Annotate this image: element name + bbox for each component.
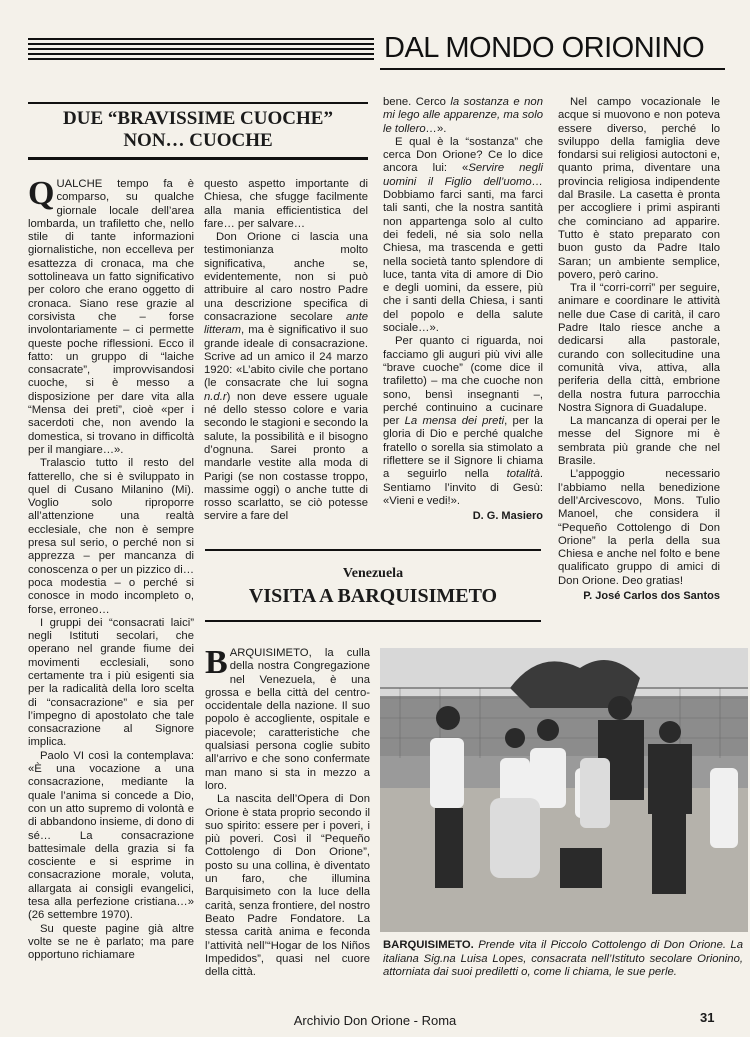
page-number: 31: [700, 1010, 715, 1025]
paragraph: Tralascio tutto il resto del fatterello, che si è sviluppato in quel di Cusano Milanino (Mi). Voglio solo riproporre all’attenzione una realtà ecclesiale, che non è sempre presa sul serio, o perché non si apprezza – per mancanza di conoscenza o per un pizzico di… poca modestia – o perché si conosce in modo incompleto o, forse, erroneo…: [28, 457, 194, 616]
group-photo: [380, 648, 748, 932]
signature-masiero: D. G. Masiero: [472, 510, 543, 523]
article1-column1: [28, 175, 194, 963]
paragraph: Paolo VI così la contemplava: «È una vocazione a una consacrazione, mediante la quale l’anima si concede a Dio, con un atto supremo di volontà e di abbandono insieme, di dono di sé… La consacrazione battesimale della grazia si fa cosciente e si esprime in consacrazione morale, voluta, allargata ai consigli evangelici, tesa alla perfezione cristiana…» (26 settembre 1970).: [28, 749, 194, 922]
caption-text: Prende vita il Piccolo Cottolengo di Don Orione. La italiana Sig.na Luisa Lopes, consacrata nell’Istituto secolare Orionino, attorniata dai suoi prediletti o, come li chiama, le sue perle.: [383, 939, 743, 978]
signature-dos-santos: P. José Carlos dos Santos: [583, 589, 720, 602]
paragraph: questo aspetto importante di Chiesa, che sfugge facilmente alla mania efficientistica del fare… per salvare…: [204, 178, 368, 230]
article2-column-b: [558, 96, 720, 603]
title-rule-top: [28, 102, 368, 104]
paragraph: Nel campo vocazionale le acque si muovono e non poteva essere diverso, perché lo sviluppo della famiglia deve fondarsi sui religiosi autoctoni e, quanto prima, diventare una provincia religiosa indipendente dal Brasile. La casetta è pronta per accogliere i primi aspiranti che cominciano ad apparire. Tutto è stato preparato con buon gusto da Padre Italo Saran; un ambiente semplice, povero, però carino.: [558, 96, 720, 281]
paragraph: Tra il “corri-corri” per seguire, animare e coordinare le attività nelle due Case di carità, il caro Padre Italo riesce anche a dedicarsi alla pastorale, curando con sollecitudine una comunità viva, attiva, alla periferia della città, embrione della nostra futura parrocchia Nostra Signora di Guadalupe.: [558, 282, 720, 414]
article2-kicker: Venezuela: [342, 566, 404, 581]
archive-footer: Archivio Don Orione - Roma: [293, 1013, 457, 1028]
header-decorative-lines: [28, 38, 374, 60]
venezuela-rule-top: [205, 549, 541, 551]
article-title: [28, 108, 368, 152]
venezuela-rule-bottom: [205, 620, 541, 622]
caption-bold: BARQUISIMETO.: [383, 939, 474, 951]
paragraph: UALCHE tempo fa è comparso, su qualche giornale locale dell’area lombarda, un trafiletto che, nello stile di tante informazioni giornalistiche, non eccelleva per esattezza di cronaca, ma che sottolineava un fatto significativo per coloro che erano oggetto di cronaca. Siano rese grazie al corsivista che – forse involontariamente – ci permette queste poche riflessioni. Ecco il fatto: un gruppo di “laiche consacrate”, improvvisandosi cuoche, si è messo a disposizione per dare vita alla “Mensa dei preti”, cioè «per i sacerdoti che, non avendo la domestica, si trovano in difficoltà per il mangiare…».: [28, 178, 194, 456]
section-title: DAL MONDO ORIONINO: [384, 32, 705, 64]
photo-caption: [383, 939, 743, 980]
header-underline: [380, 68, 725, 70]
article-title-line2: NON… CUOCHE: [123, 130, 273, 151]
dropcap-b: B: [205, 644, 228, 681]
paragraph: bene. Cerco la sostanza e non mi lego alle apparenze, ma solo le tollero…».: [383, 96, 543, 135]
article1-column3: [383, 96, 543, 524]
article2-title: VISITA A BARQUISIMETO: [248, 585, 498, 607]
paragraph: Su queste pagine già altre volte se ne è parlato; ma pare opportuno richiamare: [28, 922, 194, 962]
paragraph: I gruppi dei “consacrati laici” negli Istituti secolari, che operano nel grande fiume dei movimenti ecclesiali, sono certamente tra i più esigenti sia per la radicalità della loro scelta di “consacrazione” e sia per l’impegno di apostolato che tale consacrazione al Signore implica.: [28, 616, 194, 749]
paragraph: Per quanto ci riguarda, noi facciamo gli auguri più vivi alle “brave cuoche” (come dice il trafiletto) – ma che cuoche non sono, bensì insegnanti –, perché continuino a cucinare per La mensa dei preti, per la gloria di Dio e perché qualche fratello o sorella sia stimolato a riflettere se il Signore li chiama a seguirlo nella totalità. Sentiamo l’invito di Gesù: «Vieni e vedi!».: [383, 335, 543, 507]
article2-column-a: [205, 644, 370, 979]
paragraph: E qual è la “sostanza” che cerca Don Orione? Ce lo dice ancora lui: «Servire negli uomini il Figlio dell’uomo… Dobbiamo farci santi, ma farci tali santi, che la nostra santità non appartenga solo al culto dei fedeli, né sia solo nella Chiesa, ma trascenda e getti nella società tanto splendore di luce, tanta vita di amore di Dio e degli uomini, da essere, più che i santi della Chiesa, i santi del popolo e della salute sociale…».: [383, 135, 544, 335]
paragraph: ARQUISIMETO, la culla della nostra Congregazione nel Venezuela, è una grossa e bella città del centro-occidentale della nazione. Il suo popolo è accogliente, ospitale e piacevole; caratteristiche che qualsiasi persona coglie subito all’arrivo e che sono confermate man mano si sta in mezzo a loro.: [205, 647, 370, 792]
article-title-line1: DUE “BRAVISSIME CUOCHE”: [63, 108, 333, 129]
photo-illustration: [380, 648, 748, 932]
dropcap-q: Q: [28, 175, 55, 212]
paragraph: Don Orione ci lascia una testimonianza molto significativa, anche se, evidentemente, non si può attribuire al caro nostro Padre una descrizione specifica di consacrazione secolare ante litteram, ma è significativo il suo grande ideale di consacrazione. Scrive ad un amico il 24 marzo 1920: «L’abito civile che portano (le consacrate che lui sogna n.d.r) non deve essere uguale né dello stesso colore e varia secondo le stagioni e secondo la salute, la possibilità e il bisogno d’ognuna. Sarei pronto a mandarle vestite alla moda di Parigi (se non costasse troppo, massime oggi) o anche tutte di rosso scarlatto, se ciò potesse servire a fare del: [204, 231, 368, 523]
paragraph: L’appoggio necessario l’abbiamo nella benedizione dell’Arcivescovo, Mons. Tulio Manoel, che considera il “Pequeño Cottolengo di Don Orione” la perla della sua Chiesa e anche nel folto e bene qualificato gruppo di amici di Don Orione. Deo gratias!: [558, 468, 720, 587]
title-rule-bottom: [28, 157, 368, 160]
article1-column2: [204, 178, 368, 524]
paragraph: La mancanza di operai per le messe del Signore mi è sembrata più grande che nel Brasile.: [558, 415, 720, 468]
paragraph: La nascita dell’Opera di Don Orione è stata proprio secondo il suo spirito: essere per i poveri, i più poveri. Così il “Pequeño Cottolengo di Don Orione”, posto su una collina, è diventato un faro, che illumina Barquisimeto con la luce della carità, senza frontiere, del nostro Beato Padre Fondatore. La stessa carità anima e feconda l’attività nell’“Hogar de los Niños Impedidos”, quasi nel cuore della città.: [205, 793, 370, 979]
